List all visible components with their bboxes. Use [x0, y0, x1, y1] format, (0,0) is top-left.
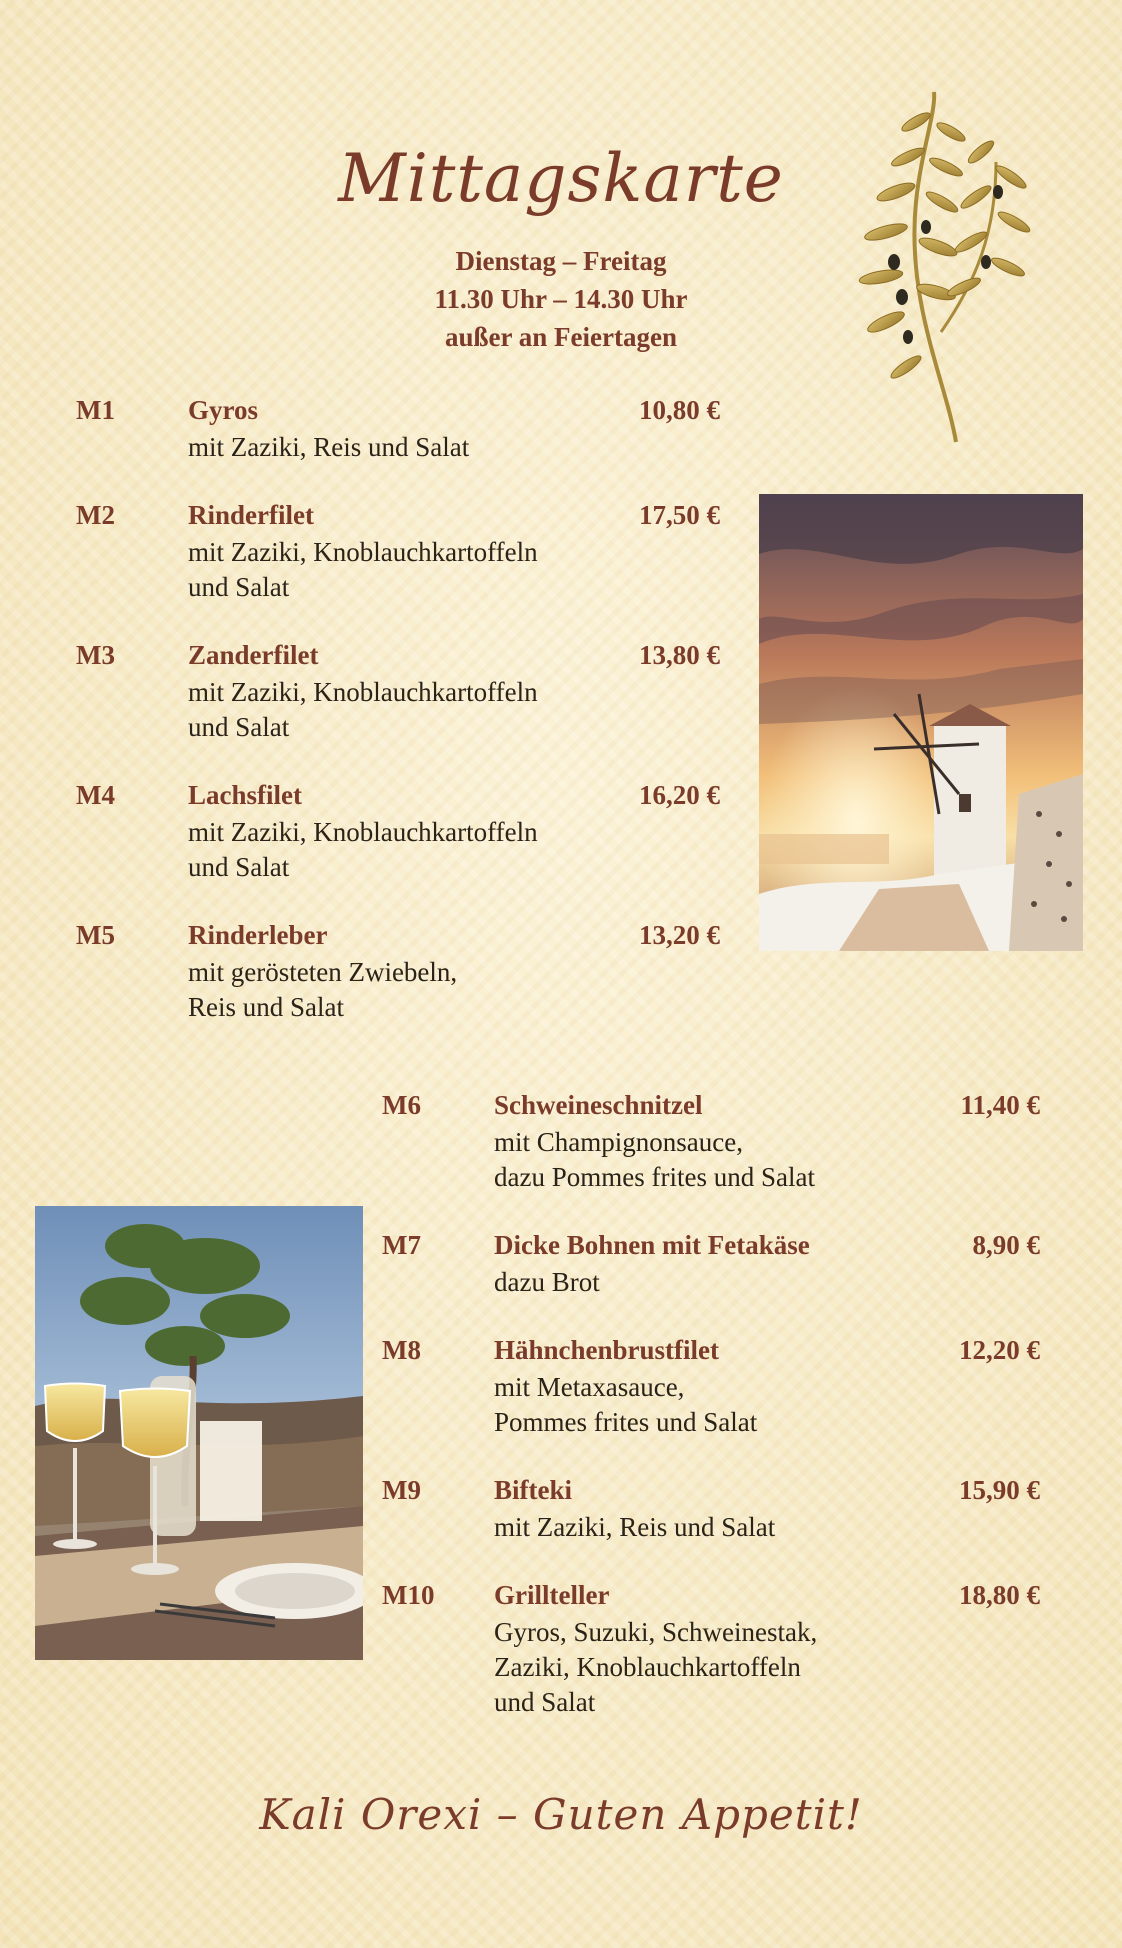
item-description: mit Champignonsauce, dazu Pommes frites und Salat — [494, 1127, 815, 1192]
hours-days: Dienstag – Freitag — [455, 246, 667, 276]
hours-note: außer an Feiertagen — [445, 322, 677, 352]
item-price: 12,20 € — [959, 1335, 1040, 1365]
item-price: 16,20 € — [639, 780, 720, 810]
page-title: Mittagskarte — [338, 140, 784, 217]
item-description: Gyros, Suzuki, Schweinestak, Zaziki, Knoblauchkartoffeln und Salat — [494, 1617, 818, 1717]
item-code: M10 — [382, 1580, 435, 1610]
item-code: M5 — [76, 920, 115, 950]
item-name: Lachsfilet — [188, 780, 302, 810]
footer-greeting: Kali Orexi – Guten Appetit! — [259, 1790, 863, 1839]
item-description: mit Metaxasauce, Pommes frites und Salat — [494, 1372, 758, 1437]
item-name: Dicke Bohnen mit Fetakäse — [494, 1230, 810, 1260]
item-description: mit Zaziki, Knoblauchkartoffeln und Salat — [188, 817, 538, 882]
item-description: mit Zaziki, Knoblauchkartoffeln und Salat — [188, 537, 538, 602]
item-name: Rinderfilet — [188, 500, 314, 530]
item-price: 13,20 € — [639, 920, 720, 950]
item-price: 18,80 € — [959, 1580, 1040, 1610]
item-name: Gyros — [188, 395, 259, 425]
item-code: M1 — [76, 395, 115, 425]
item-code: M8 — [382, 1335, 421, 1365]
item-code: M7 — [382, 1230, 421, 1260]
item-price: 11,40 € — [960, 1090, 1040, 1120]
item-name: Bifteki — [494, 1475, 572, 1505]
item-description: mit Zaziki, Reis und Salat — [494, 1512, 776, 1542]
windmill-sunset-photo — [759, 494, 1083, 951]
item-name: Rinderleber — [188, 920, 328, 950]
item-code: M2 — [76, 500, 115, 530]
item-price: 10,80 € — [639, 395, 720, 425]
item-description: mit Zaziki, Knoblauchkartoffeln und Salat — [188, 677, 538, 742]
item-code: M9 — [382, 1475, 421, 1505]
item-name: Schweineschnitzel — [494, 1090, 703, 1120]
wine-terrace-photo — [35, 1206, 363, 1660]
item-description: dazu Brot — [494, 1267, 600, 1297]
item-description: mit gerösteten Zwiebeln, Reis und Salat — [188, 957, 458, 1022]
item-price: 13,80 € — [639, 640, 720, 670]
item-code: M6 — [382, 1090, 421, 1120]
item-price: 8,90 € — [972, 1230, 1040, 1260]
olive-branch-icon — [846, 82, 1046, 452]
hours-time: 11.30 Uhr – 14.30 Uhr — [434, 284, 688, 314]
item-name: Grillteller — [494, 1580, 610, 1610]
item-description: mit Zaziki, Reis und Salat — [188, 432, 470, 462]
item-price: 17,50 € — [639, 500, 720, 530]
item-price: 15,90 € — [959, 1475, 1040, 1505]
item-code: M4 — [76, 780, 115, 810]
item-name: Hähnchenbrustfilet — [494, 1335, 720, 1365]
item-name: Zanderfilet — [188, 640, 319, 670]
item-code: M3 — [76, 640, 115, 670]
